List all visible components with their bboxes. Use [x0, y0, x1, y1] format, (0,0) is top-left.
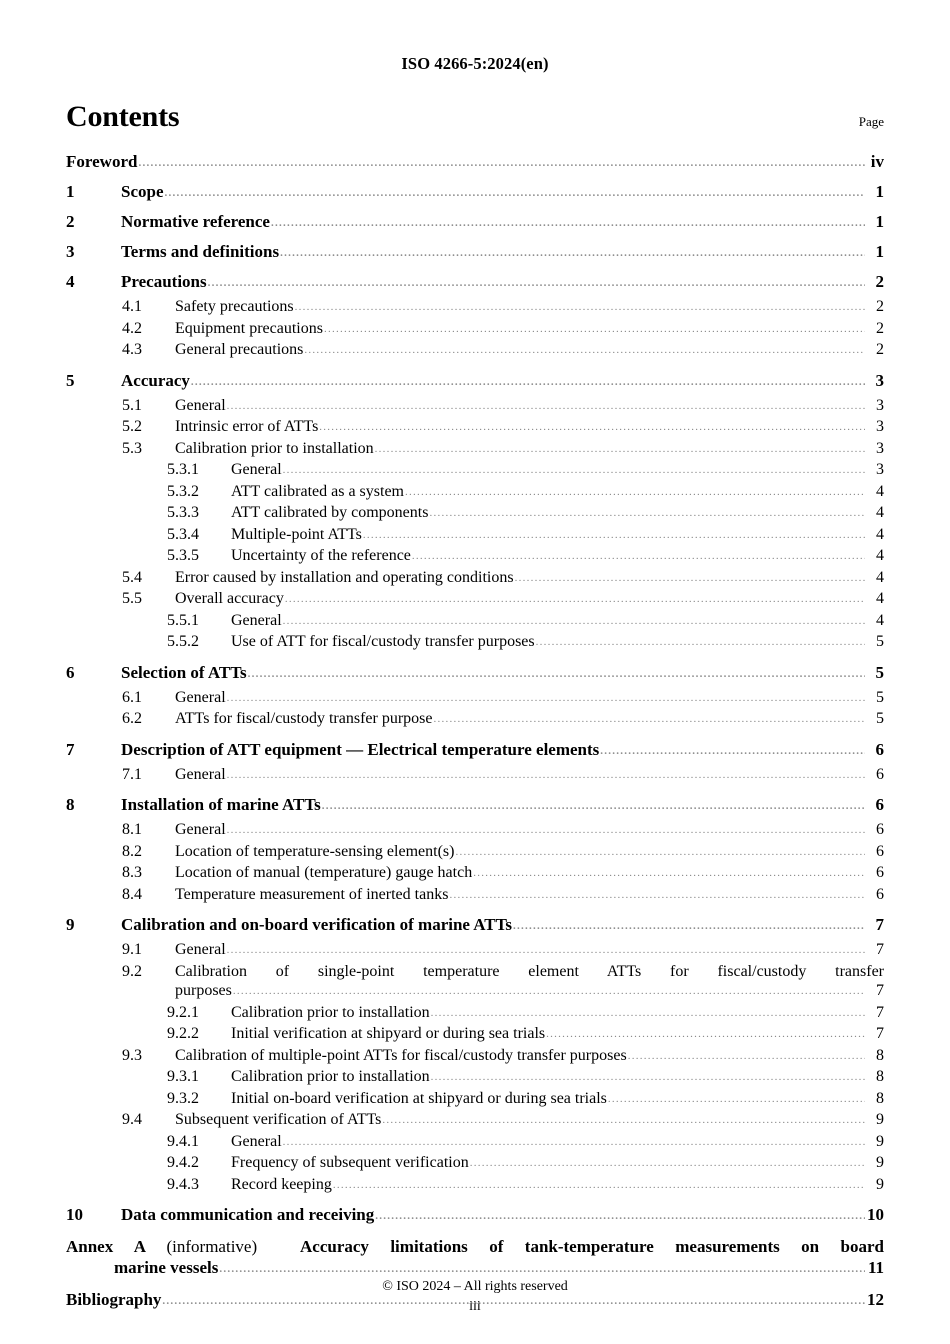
toc-item-label-continued: purposes [175, 982, 232, 999]
annex-title: Accuracy limitations of tank-temperature measurements on board [300, 1237, 885, 1256]
toc-item-number: 5 [66, 370, 75, 390]
toc-item-9-4-1[interactable] [66, 1132, 884, 1154]
toc-item-page: 6 [876, 765, 884, 783]
toc-item-3[interactable] [66, 242, 884, 264]
toc-item-page: 11 [867, 1258, 884, 1277]
toc-item-6-1[interactable] [66, 688, 884, 710]
toc-item-4-1[interactable] [66, 297, 884, 319]
toc-item-page: 2 [876, 298, 884, 315]
dot-leader [285, 591, 865, 611]
toc-item-label: Calibration and on-board verification of marine ATTs [121, 915, 513, 934]
toc-item-number: 9.2.1 [167, 1003, 199, 1021]
toc-item-5-3-5[interactable] [66, 546, 884, 568]
toc-item-number: 9.2.2 [167, 1025, 199, 1042]
toc-item-page: 8 [876, 1068, 884, 1085]
toc-item-number: 6 [66, 662, 75, 682]
toc-item-page: 3 [876, 418, 884, 435]
toc-item-9-4[interactable] [66, 1110, 884, 1132]
toc-item-5-1[interactable] [66, 396, 884, 418]
dot-leader [470, 1155, 865, 1175]
dot-leader [431, 1005, 865, 1025]
toc-item-number: 5.4 [122, 568, 142, 586]
toc-item-label: General precautions [175, 341, 304, 358]
dot-leader [431, 1069, 865, 1089]
toc-item-number: 7 [66, 739, 75, 759]
toc-item-page: 1 [875, 212, 884, 231]
dot-leader [473, 865, 865, 885]
toc-item-label: Precautions [121, 272, 207, 291]
toc-item-page: 10 [867, 1205, 884, 1224]
toc-item-8-4[interactable] [66, 885, 884, 907]
toc-item-number: 5.3.5 [167, 547, 199, 564]
toc-item-page: 9 [876, 1111, 884, 1128]
toc-item-label: Location of temperature-sensing element(s) [175, 842, 455, 860]
toc-item-number: 10 [66, 1205, 83, 1224]
toc-item-page: 2 [876, 341, 884, 358]
toc-item-number: 5.5.1 [167, 611, 199, 629]
toc-item-page: 1 [875, 182, 884, 201]
toc-item-9-1[interactable] [66, 940, 884, 962]
toc-item-page: 7 [876, 1003, 884, 1021]
toc-item-2[interactable] [66, 212, 884, 234]
dot-leader [283, 1134, 865, 1154]
toc-item-page: 7 [876, 982, 884, 999]
page-column-label: Page [858, 114, 884, 129]
toc-item-number: 8.1 [122, 821, 142, 838]
toc-item-label: Scope [121, 182, 164, 201]
toc-item-number: 5.3.2 [167, 482, 199, 500]
dot-leader [319, 419, 865, 439]
toc-item-label: Use of ATT for fiscal/custody transfer purposes [231, 633, 535, 650]
toc-item-page: 4 [876, 504, 884, 521]
toc-item-9-2-2[interactable] [66, 1024, 884, 1046]
footer-copyright: © ISO 2024 – All rights reserved [382, 1279, 568, 1294]
toc-item-page: 8 [876, 1046, 884, 1064]
dot-leader [449, 887, 865, 907]
toc-item-number: 9.4.1 [167, 1132, 199, 1150]
toc-item-5-5-1[interactable] [66, 611, 884, 633]
toc-item-label: Uncertainty of the reference [231, 547, 411, 564]
dot-leader [233, 983, 865, 1003]
dot-leader [208, 274, 865, 294]
toc-item-page: 9 [876, 1175, 884, 1193]
toc-item-number: 5.5 [122, 590, 142, 607]
toc-item-9[interactable] [66, 915, 884, 937]
toc-item-page: 6 [876, 842, 884, 860]
toc-item-label: Calibration of multiple-point ATTs for fiscal/custody transfer purposes [175, 1046, 627, 1064]
toc-item-page: 12 [867, 1290, 884, 1309]
toc-item-page: 3 [875, 370, 884, 390]
toc-item-page: 3 [876, 461, 884, 478]
toc-item-page: 5 [876, 710, 884, 727]
toc-item-8[interactable] [66, 795, 884, 817]
toc-item-number: 5.3 [122, 439, 142, 457]
toc-item-page: 9 [876, 1154, 884, 1171]
toc-item-page: 4 [876, 611, 884, 629]
dot-leader [513, 917, 865, 937]
dot-leader [375, 441, 865, 461]
toc-item-label: General [175, 765, 226, 783]
toc-item-page: 4 [876, 482, 884, 500]
toc-item-page: 5 [876, 688, 884, 706]
dot-leader [191, 373, 865, 393]
toc-item-7[interactable] [66, 740, 884, 762]
toc-item-number: 9.3.2 [167, 1089, 199, 1107]
toc-item-label: Equipment precautions [175, 319, 323, 337]
toc-item-label: Temperature measurement of inerted tanks [175, 885, 449, 903]
toc-item-5-2[interactable] [66, 417, 884, 439]
toc-item-number: 4.2 [122, 319, 142, 337]
toc-item-number: 6.2 [122, 710, 142, 727]
toc-item-page: 4 [876, 547, 884, 564]
toc-item-label: Foreword [66, 152, 138, 171]
toc-item-page: 7 [875, 915, 884, 934]
toc-item-number: 2 [66, 212, 75, 231]
dot-leader [433, 711, 865, 731]
toc-item-5-3[interactable] [66, 439, 884, 461]
toc-item-label: General [175, 688, 226, 706]
toc-item-label: Accuracy [121, 370, 190, 390]
dot-leader [333, 1177, 865, 1197]
toc-item-5-3-3[interactable] [66, 503, 884, 525]
toc-item-label: Overall accuracy [175, 590, 284, 607]
toc-item-page: 8 [876, 1089, 884, 1107]
toc-item-9-2-1[interactable] [66, 1003, 884, 1025]
dot-leader [280, 244, 865, 264]
toc-item-label: Location of manual (temperature) gauge hatch [175, 864, 473, 881]
toc-item-label: Calibration prior to installation [231, 1003, 430, 1021]
toc-item-number: 5.3.1 [167, 461, 199, 478]
toc-item-label: Record keeping [231, 1175, 332, 1193]
toc-item-label: Frequency of subsequent verification [231, 1154, 469, 1171]
dot-leader [283, 462, 865, 482]
toc-item-label: General [175, 821, 226, 838]
toc-item-9-4-2[interactable] [66, 1153, 884, 1175]
dot-leader [455, 844, 865, 864]
toc-item-label: Subsequent verification of ATTs [175, 1111, 382, 1128]
toc-item-5-4[interactable] [66, 568, 884, 590]
dot-leader [165, 184, 866, 204]
toc-item-number: 1 [66, 182, 75, 201]
toc-item-5-3-2[interactable] [66, 482, 884, 504]
toc-item-8-1[interactable] [66, 820, 884, 842]
toc-item-number: 9.4 [122, 1111, 142, 1128]
toc-item-9-3-1[interactable] [66, 1067, 884, 1089]
toc-item-number: 9.3.1 [167, 1068, 199, 1085]
toc-item-label: Installation of marine ATTs [121, 795, 321, 814]
dot-leader [382, 1112, 865, 1132]
toc-item-label: Intrinsic error of ATTs [175, 418, 319, 435]
toc-item-number: 5.2 [122, 418, 142, 435]
toc-item-5-5-2[interactable] [66, 632, 884, 654]
dot-leader [363, 527, 865, 547]
toc-item-4-2[interactable] [66, 319, 884, 341]
toc-item-label: General [231, 1132, 282, 1150]
toc-item-5-3-4[interactable] [66, 525, 884, 547]
page-title: Contents [66, 100, 180, 133]
document-header: ISO 4266-5:2024(en) [401, 54, 549, 73]
dot-leader [375, 1207, 865, 1227]
dot-leader [227, 942, 865, 962]
toc-item-number: 8 [66, 795, 75, 814]
toc-item-page: 7 [876, 1025, 884, 1042]
toc-item-number: 4.3 [122, 341, 142, 358]
toc-item-number: 9.4.3 [167, 1175, 199, 1193]
toc-item-label: Data communication and receiving [121, 1205, 375, 1224]
toc-item-label: Selection of ATTs [121, 662, 247, 682]
annex-title-continued: marine vessels [114, 1258, 219, 1277]
toc-item-annex-a[interactable] [66, 1236, 884, 1281]
dot-leader [608, 1091, 865, 1111]
toc-item-label: General [175, 396, 226, 414]
dot-leader [600, 742, 865, 762]
toc-item-page: 7 [876, 941, 884, 958]
dot-leader [546, 1026, 865, 1046]
toc-item-page: 2 [875, 272, 884, 291]
dot-leader [304, 342, 865, 362]
dot-leader [227, 398, 865, 418]
toc-item-label: Multiple-point ATTs [231, 525, 362, 543]
toc-item-page: 6 [876, 821, 884, 838]
toc-item-page: 6 [875, 739, 884, 759]
dot-leader [429, 505, 865, 525]
toc-item-page: 5 [876, 633, 884, 650]
toc-item-number: 5.1 [122, 396, 142, 414]
toc-item-9-3-2[interactable] [66, 1089, 884, 1111]
annex-name: Annex A [66, 1237, 146, 1256]
toc-item-label: Description of ATT equipment — Electrical temperature elements [121, 739, 600, 759]
toc-item-label: ATTs for fiscal/custody transfer purpose [175, 710, 433, 727]
dot-leader [283, 613, 865, 633]
toc-item-page: 5 [875, 662, 884, 682]
dot-leader [628, 1048, 865, 1068]
toc-item-8-2[interactable] [66, 842, 884, 864]
toc-item-5[interactable] [66, 371, 884, 393]
toc-item-number: 6.1 [122, 688, 142, 706]
toc-item-page: 4 [876, 525, 884, 543]
toc-item-number: 8.4 [122, 885, 142, 903]
toc-item-label: Terms and definitions [121, 242, 280, 261]
toc-item-label: General [231, 461, 282, 478]
toc-item-page: 9 [876, 1132, 884, 1150]
toc-item-9-4-3[interactable] [66, 1175, 884, 1197]
toc-item-page: 3 [876, 396, 884, 414]
toc-item-label: General [231, 611, 282, 629]
toc-item-number: 9.3 [122, 1046, 142, 1064]
toc-item-4-3[interactable] [66, 340, 884, 362]
dot-leader [227, 767, 865, 787]
dot-leader [324, 321, 865, 341]
toc-item-7-1[interactable] [66, 765, 884, 787]
toc-item-page: 1 [875, 242, 884, 261]
toc-item-label: Initial on-board verification at shipyard or during sea trials [231, 1089, 607, 1107]
toc-item-number: 4.1 [122, 298, 142, 315]
contents-heading-row [66, 100, 884, 140]
toc-item-label: ATT calibrated by components [231, 504, 429, 521]
footer-page-number: iii [469, 1299, 481, 1314]
toc-item-label: ATT calibrated as a system [231, 482, 404, 500]
toc-item-number: 7.1 [122, 765, 142, 783]
dot-leader [405, 484, 865, 504]
toc-item-5-3-1[interactable] [66, 460, 884, 482]
toc-item-page: 6 [876, 864, 884, 881]
toc-item-page: iv [870, 152, 884, 171]
toc-item-4[interactable] [66, 272, 884, 294]
toc-item-number: 3 [66, 242, 75, 261]
toc-item-6[interactable] [66, 663, 884, 685]
toc-item-10[interactable] [66, 1205, 884, 1227]
toc-item-8-3[interactable] [66, 863, 884, 885]
toc-item-number: 9.4.2 [167, 1154, 199, 1171]
toc-item-label: Bibliography [66, 1290, 162, 1309]
toc-item-page: 6 [876, 885, 884, 903]
dot-leader [227, 822, 865, 842]
toc-item-label: Safety precautions [175, 298, 294, 315]
toc-item-label: Error caused by installation and operating conditions [175, 568, 514, 586]
toc-item-number: 8.3 [122, 864, 142, 881]
toc-item-number: 8.2 [122, 842, 142, 860]
toc-item-foreword[interactable] [66, 152, 884, 174]
dot-leader [536, 634, 865, 654]
toc-item-number: 9.2 [122, 962, 142, 980]
toc-item-label: Calibration prior to installation [231, 1068, 430, 1085]
toc-item-number: 4 [66, 272, 75, 291]
dot-leader [295, 299, 865, 319]
toc-item-number: 9.1 [122, 941, 142, 958]
dot-leader [138, 154, 865, 174]
toc-item-number: 5.5.2 [167, 633, 199, 650]
toc-item-9-2[interactable] [66, 962, 884, 1003]
toc-item-number: 5.3.3 [167, 504, 199, 521]
dot-leader [515, 570, 865, 590]
toc-item-number: 9 [66, 915, 75, 934]
toc-item-label: Calibration prior to installation [175, 439, 374, 457]
dot-leader [271, 214, 865, 234]
toc-item-number: 5.3.4 [167, 525, 199, 543]
toc-item-page: 4 [876, 568, 884, 586]
dot-leader [248, 665, 865, 685]
toc-item-5-5[interactable] [66, 589, 884, 611]
dot-leader [412, 548, 865, 568]
toc-item-label: Normative reference [121, 212, 270, 231]
dot-leader [227, 690, 865, 710]
toc-item-page: 4 [876, 590, 884, 607]
toc-item-page: 3 [876, 439, 884, 457]
toc-item-6-2[interactable] [66, 709, 884, 731]
toc-item-label: Calibration of single-point temperature element ATTs for fiscal/custody transfer [175, 962, 884, 980]
toc-item-label: Initial verification at shipyard or during sea trials [231, 1025, 546, 1042]
toc-item-page: 6 [875, 795, 884, 814]
table-of-contents [66, 152, 884, 1320]
annex-kind: (informative) [166, 1237, 258, 1256]
toc-item-page: 2 [876, 319, 884, 337]
dot-leader [322, 797, 865, 817]
toc-item-1[interactable] [66, 182, 884, 204]
toc-item-label: General [175, 941, 226, 958]
toc-item-9-3[interactable] [66, 1046, 884, 1068]
